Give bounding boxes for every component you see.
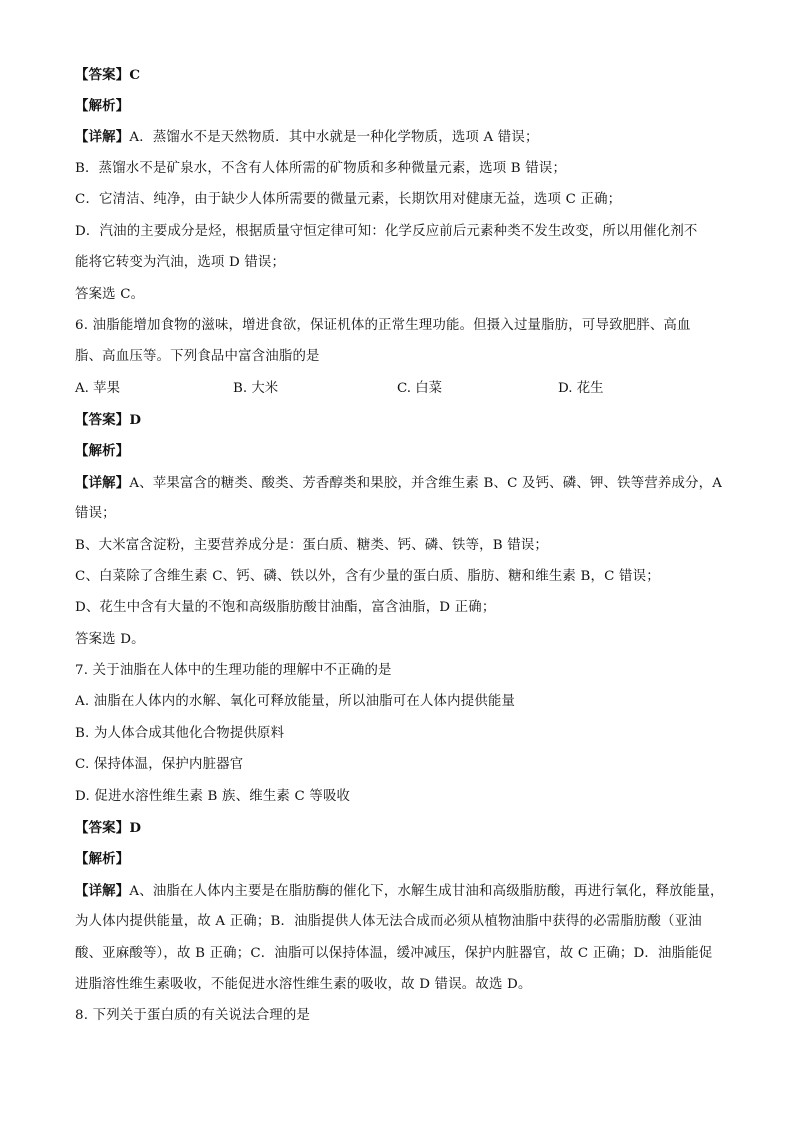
q6-option-a: A. 苹果 bbox=[75, 381, 120, 396]
q6-option-b: B. 大米 bbox=[233, 381, 279, 396]
q7-analysis-heading: 【解析】 bbox=[75, 851, 130, 867]
q6-option-c: C. 白菜 bbox=[397, 381, 443, 396]
q7-stem: 7. 关于油脂在人体中的生理功能的理解中不正确的是 bbox=[75, 663, 392, 678]
q7-option-a: A. 油脂在人体内的水解、氧化可释放能量，所以油脂可在人体内提供能量 bbox=[75, 694, 516, 709]
q5-detail-line-4: D．汽油的主要成分是烃，根据质量守恒定律可知：化学反应前后元素种类不发生改变，所以用催化剂不 bbox=[75, 224, 698, 239]
q6-detail-line-5: D、花生中含有大量的不饱和高级脂肪酸甘油酯，富含油脂，D 正确； bbox=[75, 600, 496, 615]
q7-answer: 【答案】D bbox=[75, 820, 142, 836]
q7-detail-tag: 【详解】 bbox=[75, 883, 130, 899]
q6-conclusion: 答案选 D。 bbox=[75, 632, 145, 647]
q5-answer: 【答案】C bbox=[75, 67, 141, 83]
q5-analysis-heading: 【解析】 bbox=[75, 98, 130, 114]
q7-option-d: D. 促进水溶性维生素 B 族、维生素 C 等吸收 bbox=[75, 789, 351, 804]
q5-detail-line-3: C．它清洁、纯净，由于缺少人体所需要的微量元素，长期饮用对健康无益，选项 C 正确； bbox=[75, 192, 622, 207]
q6-detail-line-2: 错误； bbox=[75, 506, 116, 521]
q7-detail-line-3: 酸、亚麻酸等），故 B 正确；C．油脂可以保持体温，缓冲减压，保护内脏器官，故 C 正确；D．油脂能促 bbox=[75, 946, 713, 961]
q8-stem: 8. 下列关于蛋白质的有关说法合理的是 bbox=[75, 1008, 311, 1023]
q5-detail-line-5: 能将它转变为汽油，选项 D 错误； bbox=[75, 255, 286, 270]
q5-detail-line-1: 【详解】A．蒸馏水不是天然物质．其中水就是一种化学物质，选项 A 错误； bbox=[75, 129, 539, 145]
q6-answer: 【答案】D bbox=[75, 412, 142, 428]
q7-detail-line-1: 【详解】A、油脂在人体内主要是在脂肪酶的催化下，水解生成甘油和高级脂肪酸，再进行氧化，释放能量， bbox=[75, 883, 724, 899]
q5-detail-tag: 【详解】 bbox=[75, 129, 130, 145]
q7-option-c: C. 保持体温，保护内脏器官 bbox=[75, 757, 244, 772]
q6-detail-tag: 【详解】 bbox=[75, 475, 130, 491]
q6-detail-line-1: 【详解】A、苹果富含的糖类、酸类、芳香醇类和果胶，并含维生素 B、C 及钙、磷、钾、铁等营养成分，A bbox=[75, 475, 723, 491]
q6-stem-line-2: 脂、高血压等。下列食品中富含油脂的是 bbox=[75, 349, 320, 364]
q6-option-d: D. 花生 bbox=[558, 381, 604, 396]
q6-detail-line-4: C、白菜除了含维生素 C、钙、磷、铁以外，含有少量的蛋白质、脂肪、糖和维生素 B，C 错误； bbox=[75, 569, 660, 584]
q5-detail-line-2: B．蒸馏水不是矿泉水，不含有人体所需的矿物质和多种微量元素，选项 B 错误； bbox=[75, 161, 567, 176]
q6-detail-line-3: B、大米富含淀粉，主要营养成分是：蛋白质、糖类、钙、磷、铁等，B 错误； bbox=[75, 538, 549, 553]
q7-detail-line-2: 为人体内提供能量，故 A 正确；B．油脂提供人体无法合成而必须从植物油脂中获得的必需脂肪酸（亚油 bbox=[75, 914, 702, 929]
q6-stem-line-1: 6. 油脂能增加食物的滋味，增进食欲，保证机体的正常生理功能。但摄入过量脂肪，可导致肥胖、高血 bbox=[75, 318, 691, 333]
q7-option-b: B. 为人体合成其他化合物提供原料 bbox=[75, 726, 285, 741]
q6-analysis-heading: 【解析】 bbox=[75, 443, 130, 459]
q5-conclusion: 答案选 C。 bbox=[75, 287, 145, 302]
q7-detail-line-4: 进脂溶性维生素吸收，不能促进水溶性维生素的吸收，故 D 错误。故选 D。 bbox=[75, 977, 532, 992]
